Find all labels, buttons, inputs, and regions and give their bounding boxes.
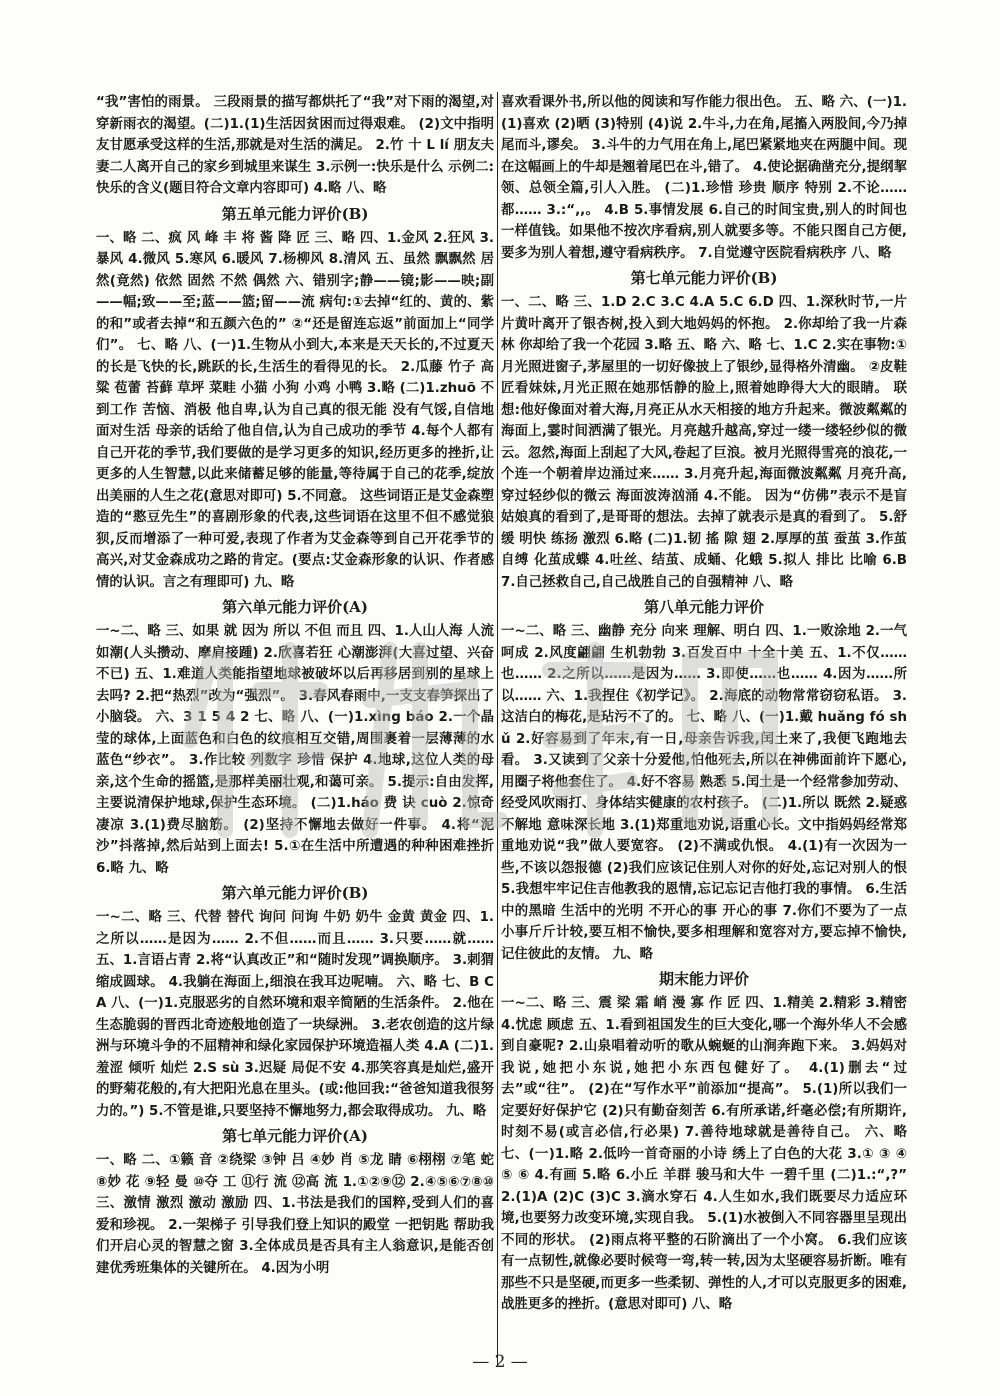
answer-paragraph: 一~二、略 三、震 梁 霜 峭 漫 寡 作 匠 四、1.精美 2.精彩 3.精密 4.忧虑 顾虑 五、1.看到祖国发生的巨大变化,哪一个海外华人不会感到自豪呢? 2.山泉唱着动听的歌从蜿蜒的山涧奔跑下来。 3.妈妈对我说,她把小东说,她把小东西包健好了。 4.(1)删去“过去”或“往”。 (2)在“写作水平”前添加“提高”。 5.(1)所以我们一定要好好保护它 (2)只有勤奋刻苦 6.有所承诺,纤毫必偿;有所期许,时刻不易(或言必信,行必果) 7.善待地球就是善待自己。 六、略 七、(一)1.略 2.低吟一首奇丽的小诗 绣上了白色的大花 3.① ③ ④ ⑤ ⑥ 4.有画 5.略 6.小丘 羊群 骏马和大牛 一碧千里 (二)1.:“,?” 2.(1)A (2)C (3)C 3.滴水穿石 4.人生如水,我们既要尽力适应环境,也要努力改变环境,实现自我。 5.(1)水被倒入不同容器里呈现出不同的形状。 (2)雨点将平整的石阶滴出了一个小窝。 6.我们应该有一点韧性,就像必要时候弯一弯,转一转,因为太坚硬容易折断。唯有那些不只是坚硬,而更多一些柔韧、弹性的人,才可以克服更多的困难,战胜更多的挫折。(意思对即可) 八、略 bbox=[501, 996, 907, 1312]
answer-paragraph: 一、二、略 三、1.D 2.C 3.C 4.A 5.C 6.D 四、1.深秋时节,一片片黄叶离开了银杏树,投入到大地妈妈的怀抱。 2.你却给了我一片森林 你却给了我一个花园 3.略 五、略 六、略 七、1.C 2.实在事物:①月光照进窗子,茅屋里的一切好像披上了银纱,显得格外清幽。 ②皮鞋匠看妹妹,月光正照在她那恬静的脸上,照着她睁得大大的眼睛。 联想:他好像面对着大海,月亮正从水天相接的地方升起来。微波粼粼的海面上,霎时间洒满了银光。月亮越升越高,穿过一缕一缕轻纱似的微云。忽然,海面上刮起了大风,卷起了巨浪。被月光照得雪亮的浪花,一个连一个朝着岸边涌过来…… 3.月亮升起,海面微波粼粼 月亮升高,穿过轻纱似的微云 海面波涛汹涌 4.不能。 因为“仿佛”表示不是盲姑娘真的看到了,是哥哥的想法。去掉了就表示是真的看到了。 5.舒缓 明快 练扬 激烈 6.略 (二)1.韧 搖 隙 翅 2.厚厚的茧 蚕茧 3.作茧自缚 化茧成蝶 4.吐丝、结茧、成蛹、化蛾 5.拟人 排比 比喻 6.B 7.自己拯救自己,自己战胜自己的自强精神 八、略 bbox=[501, 295, 907, 590]
section-heading: 第七单元能力评价(B) bbox=[630, 269, 778, 287]
answer-paragraph: 喜欢看课外书,所以他的阅读和写作能力很出色。 五、略 六、(一)1.(1)喜欢 (2)晒 (3)特别 (4)说 2.牛斗,力在角,尾搐入两股间,今乃掉尾而斗,谬矣。 3.斗牛的力气用在角上,尾巴紧紧地夹在两腿中间。现在这幅画上的牛却是翘着尾巴在斗,错了。 4.使论据确凿充分,提纲挈领、总领全篇,引人入胜。 (二)1.珍惜 珍贵 顺序 特别 2.不论……都…… 3.:“,,。 4.B 5.事情发展 6.自己的时间宝贵,别人的时间也一样值钱。如果他不按次序看病,别人就要多等。不能只图自己方便,要多为别人着想,遵守看病秩序。 7.自觉遵守医院看病秩序 八、略 bbox=[501, 95, 907, 261]
section-heading: 期末能力评价 bbox=[658, 970, 749, 988]
answer-paragraph: “我”害怕的雨景。 三段雨景的描写都烘托了“我”对下雨的渴望,对穿新雨衣的渴望。(二)1.(1)生活因贫困而过得艰难。 (2)文中指明友甘愿承受这样的生活,那就是对生活的满足。 2.竹 十 L lí 朋友夫妻二人离开自己的家乡到城里来谋生 3.示例一:快乐是什么 示例二:快乐的含义(题目符合文章内容即可) 4.略 八、略 bbox=[96, 95, 494, 196]
section-heading: 第六单元能力评价(A) bbox=[222, 598, 368, 616]
right-column bbox=[501, 92, 907, 1316]
answer-paragraph: 一、略 二、①籁 音 ②绕梁 ③钟 吕 ④妙 肖 ⑤龙 睛 ⑥栩栩 ⑦笔 蛇 ⑧妙 花 ⑨轻 曼 ⑩夺 工 ⑪行 流 ⑫高 流 1.①②⑨⑫ 2.④⑤⑥⑦⑧⑩ 三、激情 激烈 激动 激励 四、1.书法是我们的国粹,受到人们的喜爱和珍视。 2.一架梯子 引导我们登上知识的殿堂 一把钥匙 帮助我们开启心灵的智慧之窗 3.全体成员是否具有主人翁意识,是能否创建优秀班集体的关键所在。 4.因为小明 bbox=[96, 1153, 494, 1276]
page-number: — 2 — bbox=[472, 1352, 528, 1372]
left-column bbox=[96, 92, 494, 1279]
column-divider bbox=[497, 92, 498, 1367]
answer-paragraph: 一、略 二、疯 风 峰 丰 将 酱 降 匠 三、略 四、1.金风 2.狂风 3.暴风 4.微风 5.寒风 6.暖风 7.杨柳风 8.清风 五、虽然 飘飘然 居然(竟然) 依然 固然 不然 偶然 六、错别字;静——镜;影——映;副——幅;致——至;蓝——篮;留——流 病句:①去掉“红的、黄的、紫的和”或者去掉“和五颜六色的” ②“还是留连忘返”前面加上“同学们”。 七、略 八、(一)1.生物从小到大,本来是天天长的,不过夏天的长是飞快的长,跳跃的长,生活生的看得见的长。 2.瓜藤 竹子 高粱 苞蕾 苔藓 草坪 菜畦 小猫 小狗 小鸡 小鸭 3.略 (二)1.zhuō 不到工作 苦恼、消极 他自卑,认为自己真的很无能 没有气馁,自信地面对生活 母亲的话给了他自信,认为自己成功的季节 4.每个人都有自己开花的季节,我们要做的是学习更多的知识,经历更多的挫折,让更多的人生智慧,以此来储蓄足够的能量,等待属于自己的花季,绽放出美丽的人生之花(意思对即可) 5.不同意。 这些词语正是艾金森塑造的“憨豆先生”的喜剧形象的代表,这些词语在这里不但不感觉狼狈,反而增添了一种可爱,表现了作者为艾金森等到自己开花季节的高兴,对艾金森成功之路的肯定。(要点:艾金森形象的认识、作者感情的认识。言之有理即可) 九、略 bbox=[96, 230, 494, 590]
section-heading: 第八单元能力评价 bbox=[643, 598, 764, 616]
section-heading: 第五单元能力评价(B) bbox=[221, 204, 369, 223]
section-heading: 第六单元能力评价(B) bbox=[221, 884, 369, 902]
answer-paragraph: 一~二、略 三、代替 替代 询问 问询 牛奶 奶牛 金黄 黄金 四、1.之所以……是因为…… 2.不但……而且…… 3.只要……就…… 五、1.言语占青 2.将“认真改正”和“随时发现”调换顺序。 3.刺猬缩成圆球。 4.我躺在海面上,细浪在我耳边呢喃。 六、略 七、B C A 八、(一)1.克服恶劣的自然环境和艰辛简陋的生活条件。 2.他在生态脆弱的晋西北奇迹般地创造了一块绿洲。 3.老农创造的这片绿洲与环境斗争的不屈精神和绿化家园保护环境造福人类 4.A (二)1.羞涩 倾听 灿烂 2.S sù 3.迟疑 局促不安 4.那笑容真是灿烂,盛开的野菊花般的,有大把阳光息在里头。(或:他回我:“爸爸知道我很努力的。”) 5.不管是谁,只要坚持不懈地努力,都会取得成功。 九、略 bbox=[96, 910, 494, 1119]
answer-paragraph: 一~二、略 三、幽静 充分 向来 理解、明白 四、1.一败涂地 2.一气呵成 2.风度翩翩 生机勃勃 3.百发百中 十全十美 五、1.不仅……也…… 2.之所以……是因为…… 3.即使……也…… 4.因为……所以…… 六、1.我捏住《初学记》。 2.海底的动物常常窃窃私语。 3.这洁白的梅花,是玷污不了的。 七、略 八、(一)1.戴 huǎng fó shǔ 2.好容易到了年末,有一日,母亲告诉我,闰土来了,我便飞跑地去看。 3.又读到了父亲十分爱他,怕他死去,所以在神佛面前许下愿心,用圈子将他套住了。 4.好不容易 熟悉 5.闰土是一个经常参加劳动、经受风吹雨打、身体结实健康的农村孩子。 (二)1.所以 既然 2.疑惑不解地 意味深长地 3.(1)郑重地劝说,语重心长。文中指妈妈经常郑重地劝说“我”做人要宽容。 (2)不满或仇恨。 4.(1)有一次因为一些,不该以怨报德 (2)我们应该记住别人对你的好处,忘记对别人的恨 5.我想牢牢记住吉他教我的恩情,忘记忘记吉他打我的事情。 6.生活中的黑暗 生活中的光明 不开心的事 开心的事 7.你们不要为了一点小事斤斤计较,要互相不愉快,要多相理解和宽容对方,要忘掉不愉快,记住彼此的友情。 九、略 bbox=[501, 624, 907, 962]
answer-paragraph: 一~二、略 三、如果 就 因为 所以 不但 而且 四、1.人山人海 人流如潮(人头攒动、摩肩接踵) 2.欣喜若狂 心潮澎湃(大喜过望、兴奋不已) 五、1.难道人类能指望地球被破坏以后再移居到别的星球上去吗? 2.把“热烈”改为“强烈”。 3.春风春雨中,一支支春笋探出了小脑袋。 六、3 1 5 4 2 七、略 八、(一)1.xìng báo 2.一个晶莹的球体,上面蓝色和白色的纹痕相互交错,周围裹着一层薄薄的水蓝色“纱衣”。 3.作比较 列数字 珍惜 保护 4.地球,这位人类的母亲,这个生命的摇篮,是那样美丽壮观,和蔼可亲。 5.提示:自由发挥,主要说清保护地球,保护生态环境。 (二)1.háo 费 诀 cuò 2.惊奇 凄凉 3.(1)费尽脑筋。 (2)坚持不懈地去做好一件事。 4.将“泥沙”抖落掉,然后站到上面去! 5.①在生活中所遭遇的种种困难挫折 6.略 九、略 bbox=[96, 624, 494, 876]
section-heading: 第七单元能力评价(A) bbox=[222, 1127, 368, 1145]
